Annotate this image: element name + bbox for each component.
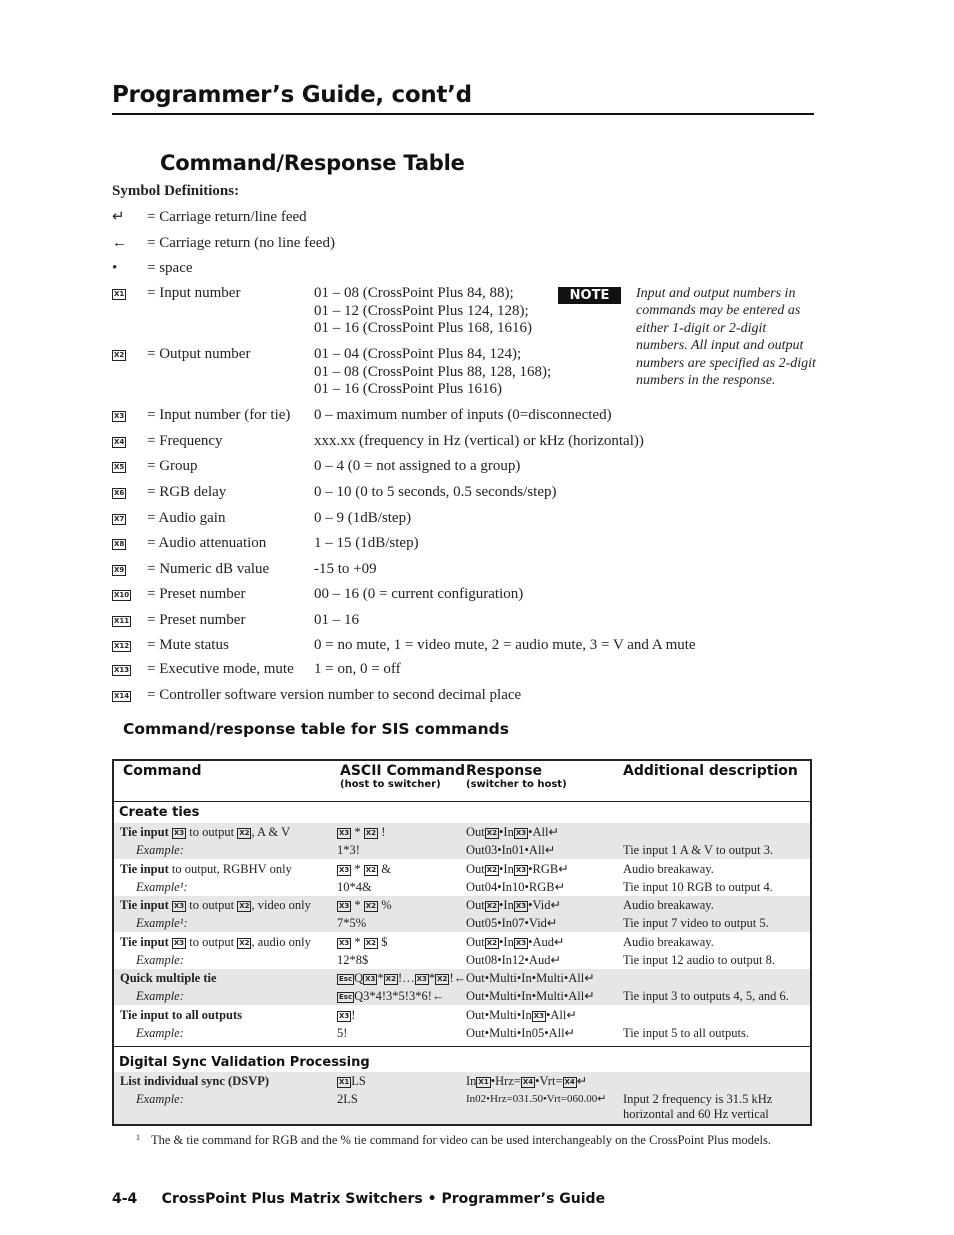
symbol-description: = Frequency: [147, 433, 223, 449]
symbol-box-icon: X2: [486, 902, 498, 910]
symbol-box-icon: X3: [339, 866, 350, 874]
command-cell: Example:: [136, 843, 184, 857]
symbol-description: = Preset number: [147, 586, 246, 602]
symbol-description: = Mute status: [147, 637, 229, 653]
symbol-glyph: [112, 510, 142, 528]
symbol-glyph: ←: [112, 235, 127, 251]
symbol-box-icon: X3: [515, 866, 527, 874]
symbol-box-icon: X4: [522, 1078, 534, 1086]
table-heading: Command/response table for SIS commands: [123, 720, 509, 738]
symbol-box-icon: X11: [114, 617, 130, 625]
section-divider: [114, 1046, 810, 1047]
symbol-description: = Audio gain: [147, 510, 226, 526]
response-cell: Out05•In07•Vid↵: [466, 916, 558, 930]
symbol-range: 0 – 4 (0 = not assigned to a group): [314, 458, 521, 474]
symbol-description: = RGB delay: [147, 484, 227, 500]
symbol-box-icon: X9: [114, 566, 125, 574]
ascii-command-cell: Esc Q3*4!3*5!3*6!←: [339, 989, 445, 1003]
symbol-range: 0 – maximum number of inputs (0=disconnected): [314, 407, 612, 423]
response-cell: Out X2 •In X3 •All↵: [466, 825, 559, 839]
symbol-box-icon: X1: [339, 1078, 350, 1086]
symbol-description: = Controller software version number to second decimal place: [147, 687, 522, 703]
footnote: [136, 1132, 796, 1148]
command-cell: Tie input to output, RGBHV only: [120, 862, 292, 876]
section-title: Command/Response Table: [160, 151, 465, 175]
symbol-box-icon: X2: [365, 866, 377, 874]
symbol-range: xxx.xx (frequency in Hz (vertical) or kHz (horizontal)): [314, 433, 644, 449]
symbol-glyph: [112, 661, 142, 679]
col-header-ascii: ASCII Command (host to switcher): [340, 763, 465, 790]
command-cell: List individual sync (DSVP): [120, 1074, 269, 1088]
col-header-description: Additional description: [623, 763, 798, 779]
command-cell: Tie input X3 to output X2 , audio only: [120, 935, 311, 949]
symbol-box-icon: X3: [515, 902, 527, 910]
symbol-box-icon: X3: [339, 902, 350, 910]
description-cell: Tie input 1 A & V to output 3.: [623, 843, 774, 857]
response-cell: Out•Multi•In•Multi•All↵: [466, 989, 595, 1003]
command-cell: Example:: [136, 1026, 184, 1040]
symbol-box-icon: X7: [114, 515, 125, 523]
symbol-range: -15 to +09: [314, 561, 377, 577]
symbol-range: 0 – 10 (0 to 5 seconds, 0.5 seconds/step): [314, 484, 557, 500]
symbol-box-icon: Esc: [339, 993, 353, 1001]
symbol-range: 00 – 16 (0 = current configuration): [314, 586, 524, 602]
command-cell: Example¹:: [136, 880, 188, 894]
symbol-box-icon: X10: [114, 591, 130, 599]
symbol-box-icon: X3: [533, 1012, 544, 1020]
description-cell: Tie input 12 audio to output 8.: [623, 953, 775, 967]
symbol-box-icon: X1: [478, 1078, 489, 1086]
symbol-box-icon: X2: [239, 829, 250, 837]
footnote-mark: 1: [136, 1133, 140, 1142]
symbol-box-icon: X2: [486, 866, 498, 874]
symbol-box-icon: X8: [114, 540, 125, 548]
symbol-definitions-label: Symbol Definitions:: [112, 183, 240, 199]
description-cell: Input 2 frequency is 31.5 kHz horizontal and 60 Hz vertical: [623, 1092, 773, 1121]
command-cell: Example:: [136, 1092, 184, 1106]
response-cell: Out•Multi•In05•All↵: [466, 1026, 576, 1040]
symbol-box-icon: X2: [486, 939, 498, 947]
note-text: Input and output numbers in commands may be entered as either 1-digit or 2-digit numbers. All input and output numbers are specified as 2-digit numbers in the response.: [636, 286, 816, 389]
ascii-command-cell: X3 * X2 !: [339, 825, 386, 839]
command-cell: Tie input X3 to output X2 , video only: [120, 898, 311, 912]
response-cell: In02•Hrz=031.50•Vrt=060.00↵: [466, 1093, 607, 1105]
response-cell: Out X2 •In X3 •Vid↵: [466, 898, 561, 912]
section-dsvp: Digital Sync Validation Processing: [119, 1055, 370, 1070]
note-badge: NOTE: [558, 287, 621, 304]
symbol-glyph: •: [112, 260, 118, 276]
command-cell: Tie input X3 to output X2 , A & V: [120, 825, 291, 839]
ascii-command-cell: Esc Q X3 * X2 !… X3 * X2 !←: [339, 971, 467, 985]
ascii-command-cell: X1 LS: [339, 1074, 366, 1088]
symbol-range: 0 = no mute, 1 = video mute, 2 = audio mute, 3 = V and A mute: [314, 637, 696, 653]
ascii-command-cell: 7*5%: [337, 916, 367, 930]
page-header-title: Programmer’s Guide, cont’d: [112, 82, 472, 108]
symbol-description: = Input number (for tie): [147, 407, 291, 423]
header-divider: [114, 801, 810, 802]
symbol-box-icon: X6: [114, 489, 125, 497]
symbol-description: = space: [147, 260, 193, 276]
symbol-description: = Preset number: [147, 612, 246, 628]
symbol-box-icon: X2: [385, 975, 396, 983]
symbol-box-icon: X2: [486, 829, 498, 837]
description-cell: Tie input 10 RGB to output 4.: [623, 880, 773, 894]
symbol-glyph: [112, 637, 142, 655]
symbol-box-icon: X3: [339, 1012, 350, 1020]
symbol-box-icon: X2: [239, 939, 250, 947]
symbol-box-icon: X2: [437, 975, 448, 983]
symbol-description: = Group: [147, 458, 198, 474]
col-header-response: Response (switcher to host): [466, 763, 567, 790]
ascii-command-cell: X3 * X2 %: [339, 898, 392, 912]
symbol-glyph: [112, 687, 142, 705]
symbol-range: 1 – 15 (1dB/step): [314, 535, 419, 551]
symbol-box-icon: X2: [365, 829, 377, 837]
symbol-glyph: [112, 535, 142, 553]
section-create-ties: Create ties: [119, 805, 200, 820]
page-footer: 4-4 CrossPoint Plus Matrix Switchers • Programmer’s Guide: [112, 1191, 606, 1207]
symbol-glyph: ↵: [112, 209, 125, 225]
symbol-box-icon: Esc: [339, 975, 353, 983]
description-cell: Audio breakaway.: [623, 862, 714, 876]
ascii-command-cell: 10*4&: [337, 880, 372, 894]
response-cell: Out03•In01•All↵: [466, 843, 556, 857]
response-cell: Out04•In10•RGB↵: [466, 880, 566, 894]
symbol-glyph: [112, 346, 142, 364]
symbol-box-icon: X2: [114, 351, 125, 359]
command-cell: Example¹:: [136, 916, 188, 930]
symbol-glyph: [112, 407, 142, 425]
response-cell: Out•Multi•In•Multi•All↵: [466, 971, 595, 985]
symbol-description: = Audio attenuation: [147, 535, 267, 551]
symbol-box-icon: X12: [114, 642, 130, 650]
symbol-description: = Carriage return (no line feed): [147, 235, 335, 251]
response-cell: Out X2 •In X3 •Aud↵: [466, 935, 565, 949]
symbol-box-icon: X1: [114, 290, 125, 298]
ascii-command-cell: X3 * X2 &: [339, 862, 391, 876]
symbol-glyph: [112, 458, 142, 476]
symbol-box-icon: X13: [114, 666, 130, 674]
command-cell: Tie input to all outputs: [120, 1008, 243, 1022]
symbol-box-icon: X3: [416, 975, 427, 983]
symbol-glyph: [112, 561, 142, 579]
symbol-glyph: [112, 433, 142, 451]
symbol-description: = Executive mode, mute: [147, 661, 294, 677]
symbol-box-icon: X3: [339, 829, 350, 837]
symbol-box-icon: X3: [515, 939, 527, 947]
response-cell: In X1 •Hrz= X4 •Vrt= X4 ↵: [466, 1074, 588, 1088]
col-header-command: Command: [123, 763, 202, 779]
symbol-range: 0 – 9 (1dB/step): [314, 510, 412, 526]
description-cell: Audio breakaway.: [623, 898, 714, 912]
symbol-box-icon: X4: [114, 438, 125, 446]
symbol-box-icon: X3: [365, 975, 376, 983]
description-cell: Tie input 3 to outputs 4, 5, and 6.: [623, 989, 789, 1003]
sis-command-table: [112, 759, 812, 1126]
symbol-description: = Carriage return/line feed: [147, 209, 307, 225]
symbol-box-icon: X3: [114, 412, 125, 420]
symbol-box-icon: X3: [173, 829, 185, 837]
symbol-box-icon: X3: [515, 829, 527, 837]
symbol-range: 01 – 16: [314, 612, 359, 628]
description-cell: Tie input 5 to all outputs.: [623, 1026, 749, 1040]
description-cell: Audio breakaway.: [623, 935, 714, 949]
symbol-description: = Numeric dB value: [147, 561, 270, 577]
symbol-box-icon: X2: [239, 902, 250, 910]
symbol-description: = Input number: [147, 285, 241, 301]
description-cell: Tie input 7 video to output 5.: [623, 916, 769, 930]
response-cell: Out•Multi•In X3 •All↵: [466, 1008, 577, 1022]
symbol-description: = Output number: [147, 346, 251, 362]
ascii-command-cell: 12*8$: [337, 953, 369, 967]
ascii-command-cell: 5!: [337, 1026, 348, 1040]
symbol-range: 01 – 08 (CrossPoint Plus 84, 88); 01 – 12 (CrossPoint Plus 124, 128); 01 – 16 (CrossPoint Plus 168, 1616): [314, 285, 532, 336]
response-cell: Out X2 •In X3 •RGB↵: [466, 862, 569, 876]
symbol-range: 01 – 04 (CrossPoint Plus 84, 124); 01 – 08 (CrossPoint Plus 88, 128, 168); 01 – 16 (CrossPoint Plus 1616): [314, 346, 552, 397]
symbol-box-icon: X3: [173, 939, 185, 947]
symbol-glyph: [112, 285, 142, 303]
footnote-text: The & tie command for RGB and the % tie command for video can be used interchangeably on the CrossPoint Plus models.: [151, 1133, 772, 1147]
symbol-range: 1 = on, 0 = off: [314, 661, 401, 677]
ascii-command-cell: X3 !: [339, 1008, 356, 1022]
command-cell: Example:: [136, 989, 184, 1003]
symbol-box-icon: X2: [365, 939, 377, 947]
symbol-glyph: [112, 586, 142, 604]
symbol-box-icon: X2: [365, 902, 377, 910]
ascii-command-cell: 1*3!: [337, 843, 360, 857]
symbol-glyph: [112, 484, 142, 502]
ascii-command-cell: X3 * X2 $: [339, 935, 388, 949]
symbol-box-icon: X3: [339, 939, 350, 947]
command-cell: Example:: [136, 953, 184, 967]
symbol-box-icon: X5: [114, 463, 125, 471]
symbol-glyph: [112, 612, 142, 630]
symbol-box-icon: X4: [564, 1078, 575, 1086]
header-rule: [112, 113, 814, 115]
symbol-box-icon: X14: [114, 692, 130, 700]
ascii-command-cell: 2LS: [337, 1092, 358, 1106]
command-cell: Quick multiple tie: [120, 971, 217, 985]
symbol-box-icon: X3: [173, 902, 185, 910]
response-cell: Out08•In12•Aud↵: [466, 953, 561, 967]
